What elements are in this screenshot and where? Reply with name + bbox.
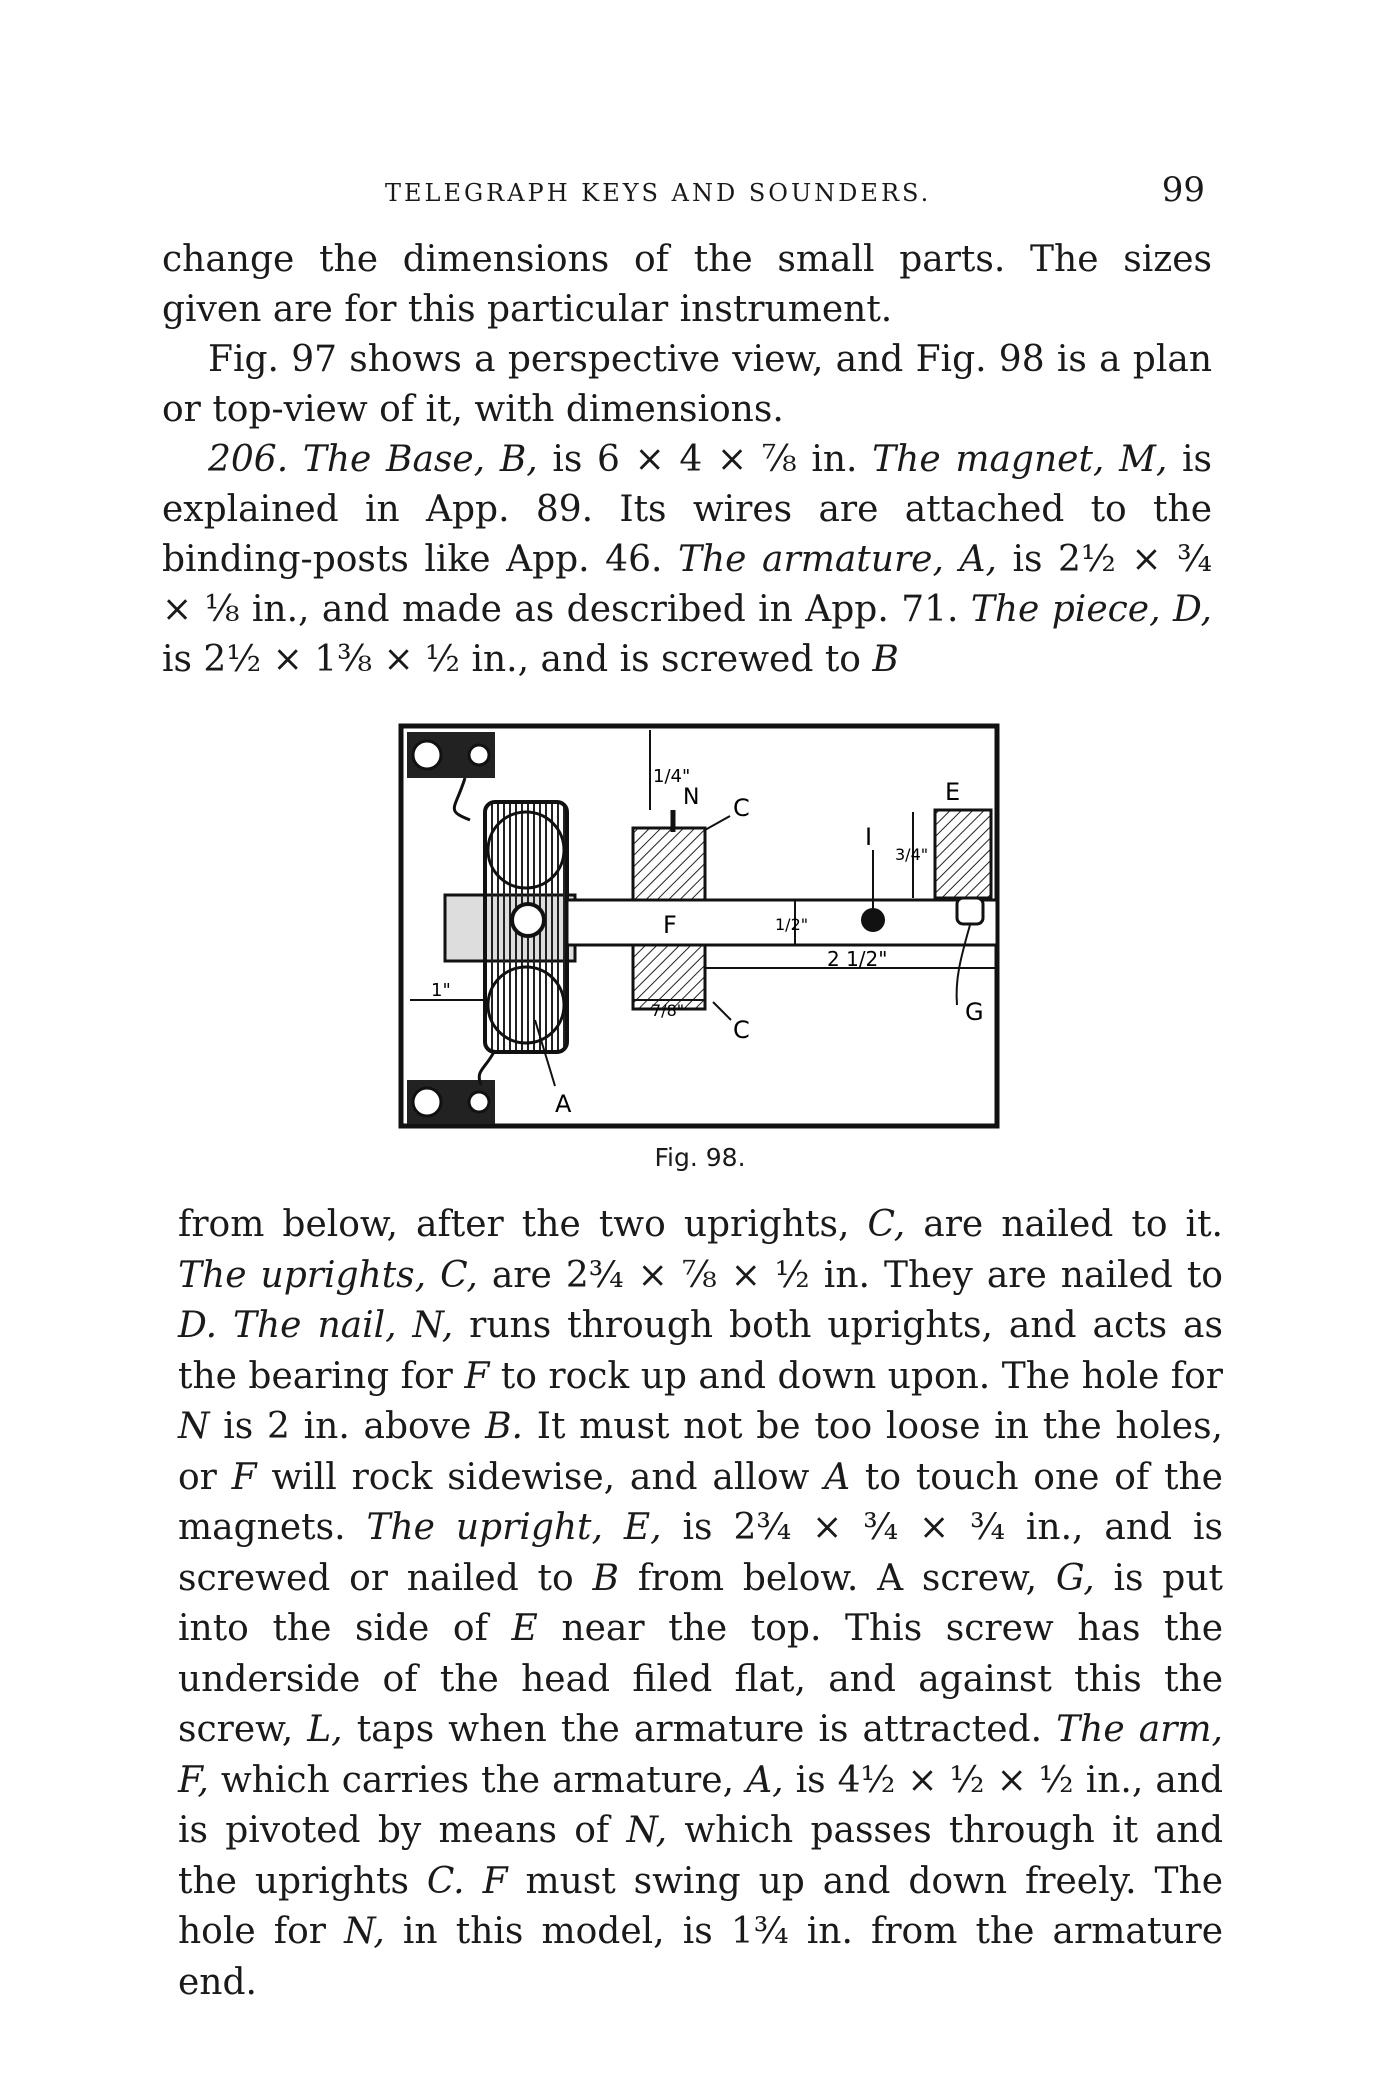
figure-98-plan-view: [395, 720, 1005, 1140]
letter-a: A: [824, 1456, 851, 1498]
section-number: 206.: [208, 439, 289, 480]
page-number: 99: [1161, 170, 1205, 210]
piece-text: is 2½ × 1⅜ × ½ in., and is screwed to: [162, 639, 861, 680]
text-run: in this model, is 1¾ in. from the armature end.: [178, 1911, 1223, 2003]
running-header: [385, 170, 1205, 210]
text-run: from below. A screw,: [637, 1557, 1038, 1599]
piece-end-letter: B: [872, 639, 899, 680]
base-text: is 6 × 4 × ⅞ in.: [552, 439, 858, 480]
text-run: is 2 in. above: [223, 1406, 472, 1447]
letter-f: F,: [178, 1759, 209, 1801]
letter-n: N: [178, 1406, 210, 1447]
base-letter: B,: [499, 439, 538, 480]
paragraph-3: [162, 435, 1212, 685]
armature-text: is 2½ × ¾ × ⅛ in., and made as described in App. 71.: [162, 539, 1212, 630]
base-label: The Base,: [302, 439, 486, 480]
letter-a: A,: [746, 1759, 784, 1801]
magnet-text: is explained in App. 89. Its wires are attached to the binding-posts like App. 46.: [162, 439, 1213, 580]
letter-c: C,: [440, 1254, 478, 1296]
letter-f: F: [231, 1456, 257, 1498]
wire-top: [454, 778, 470, 820]
bottom-text-block: [178, 1200, 1223, 2008]
letter-n: N,: [626, 1810, 668, 1851]
label-i: I: [865, 823, 873, 851]
upright-e: [935, 810, 991, 898]
paragraph-2: Fig. 97 shows a perspective view, and Fig. 98 is a plan or top-view of it, with dimensions.: [162, 339, 1212, 430]
label-a: A: [555, 1090, 572, 1118]
piece-label: The piece,: [970, 589, 1161, 630]
letter-n: N,: [412, 1305, 454, 1346]
leader-c-bottom: [713, 1002, 731, 1020]
leader-c-top: [705, 816, 730, 830]
label-seven-eighth: 7/8": [651, 1001, 685, 1020]
binding-post-top: [407, 732, 495, 778]
text-run: to touch one of the magnets.: [178, 1456, 1223, 1548]
figure-caption: Fig. 98.: [654, 1143, 746, 1172]
text-run: are 2¾ × ⅞ × ½ in. They are nailed to: [491, 1254, 1223, 1296]
text-run: to rock up and down upon. The hole for: [500, 1355, 1224, 1397]
paragraph-continued: [178, 1200, 1223, 2008]
text-run: runs through both uprights, and acts as the bearing for: [178, 1305, 1223, 1397]
binding-post-bottom: [407, 1080, 495, 1124]
piece-letter: D,: [1172, 589, 1212, 630]
text-run: is 2¾ × ¾ × ¾ in., and is screwed or nailed to: [178, 1507, 1223, 1599]
text-run: are nailed to it.: [923, 1204, 1223, 1245]
letter-e: E,: [623, 1507, 662, 1548]
arm-label: The arm,: [1056, 1709, 1223, 1750]
top-text-block: [162, 235, 1212, 685]
screw-i: [861, 908, 885, 932]
running-title: TELEGRAPH KEYS AND SOUNDERS.: [385, 179, 932, 207]
letter-c: C.: [426, 1860, 465, 1902]
text-run: from below, after the two uprights,: [178, 1204, 850, 1245]
upright-label: The upright,: [366, 1507, 603, 1548]
label-one: 1": [431, 980, 451, 1001]
text-run: It must not be too loose in the holes, or: [178, 1406, 1223, 1498]
armature-label: The armature,: [677, 539, 944, 580]
upright-c-top: [633, 828, 705, 900]
letter-b: B: [592, 1557, 619, 1599]
text-run: is put into the side of: [178, 1557, 1223, 1649]
letter-f: F: [464, 1355, 490, 1397]
label-e: E: [945, 778, 961, 806]
text-run: which passes through it and the uprights: [178, 1810, 1223, 1902]
uprights-label: The uprights,: [178, 1254, 427, 1296]
magnet-label: The magnet,: [872, 439, 1105, 480]
label-n: N: [683, 785, 700, 810]
armature-letter: A,: [959, 539, 997, 580]
text-run: which carries the armature,: [220, 1759, 735, 1801]
letter-e: E: [511, 1608, 538, 1649]
label-two-half: 2 1/2": [827, 947, 888, 971]
text-run: will rock sidewise, and allow: [271, 1456, 810, 1498]
text-run: taps when the armature is attracted.: [356, 1709, 1043, 1750]
wire-bottom: [479, 1050, 495, 1085]
letter-n: N,: [344, 1911, 385, 1952]
letter-g: G,: [1055, 1557, 1095, 1599]
label-f: F: [663, 911, 677, 939]
text-run: near the top. This screw has the underside of the head filed flat, and against this the screw,: [178, 1608, 1224, 1750]
letter-l: L,: [307, 1709, 343, 1750]
letter-f: F: [482, 1860, 508, 1902]
text-run: must swing up and down freely. The hole for: [178, 1860, 1224, 1952]
nail-label: The nail,: [232, 1305, 397, 1346]
magnet-screw: [512, 904, 544, 936]
letter-b: B.: [485, 1406, 523, 1447]
label-g: G: [965, 998, 984, 1026]
text-run: is 4½ × ½ × ½ in., and is pivoted by means of: [178, 1759, 1224, 1851]
letter-d: D.: [178, 1305, 218, 1346]
label-c-top: C: [733, 794, 750, 822]
letter-c: C,: [867, 1204, 906, 1245]
screw-l: [957, 898, 983, 924]
label-three-quarter: 3/4": [895, 845, 929, 864]
magnet-letter: M,: [1119, 439, 1168, 480]
paragraph-1: change the dimensions of the small parts. The sizes given are for this particular instrument.: [162, 239, 1212, 330]
label-half: 1/2": [775, 915, 809, 934]
label-c-bottom: C: [733, 1016, 750, 1044]
label-quarter: 1/4": [653, 766, 691, 787]
